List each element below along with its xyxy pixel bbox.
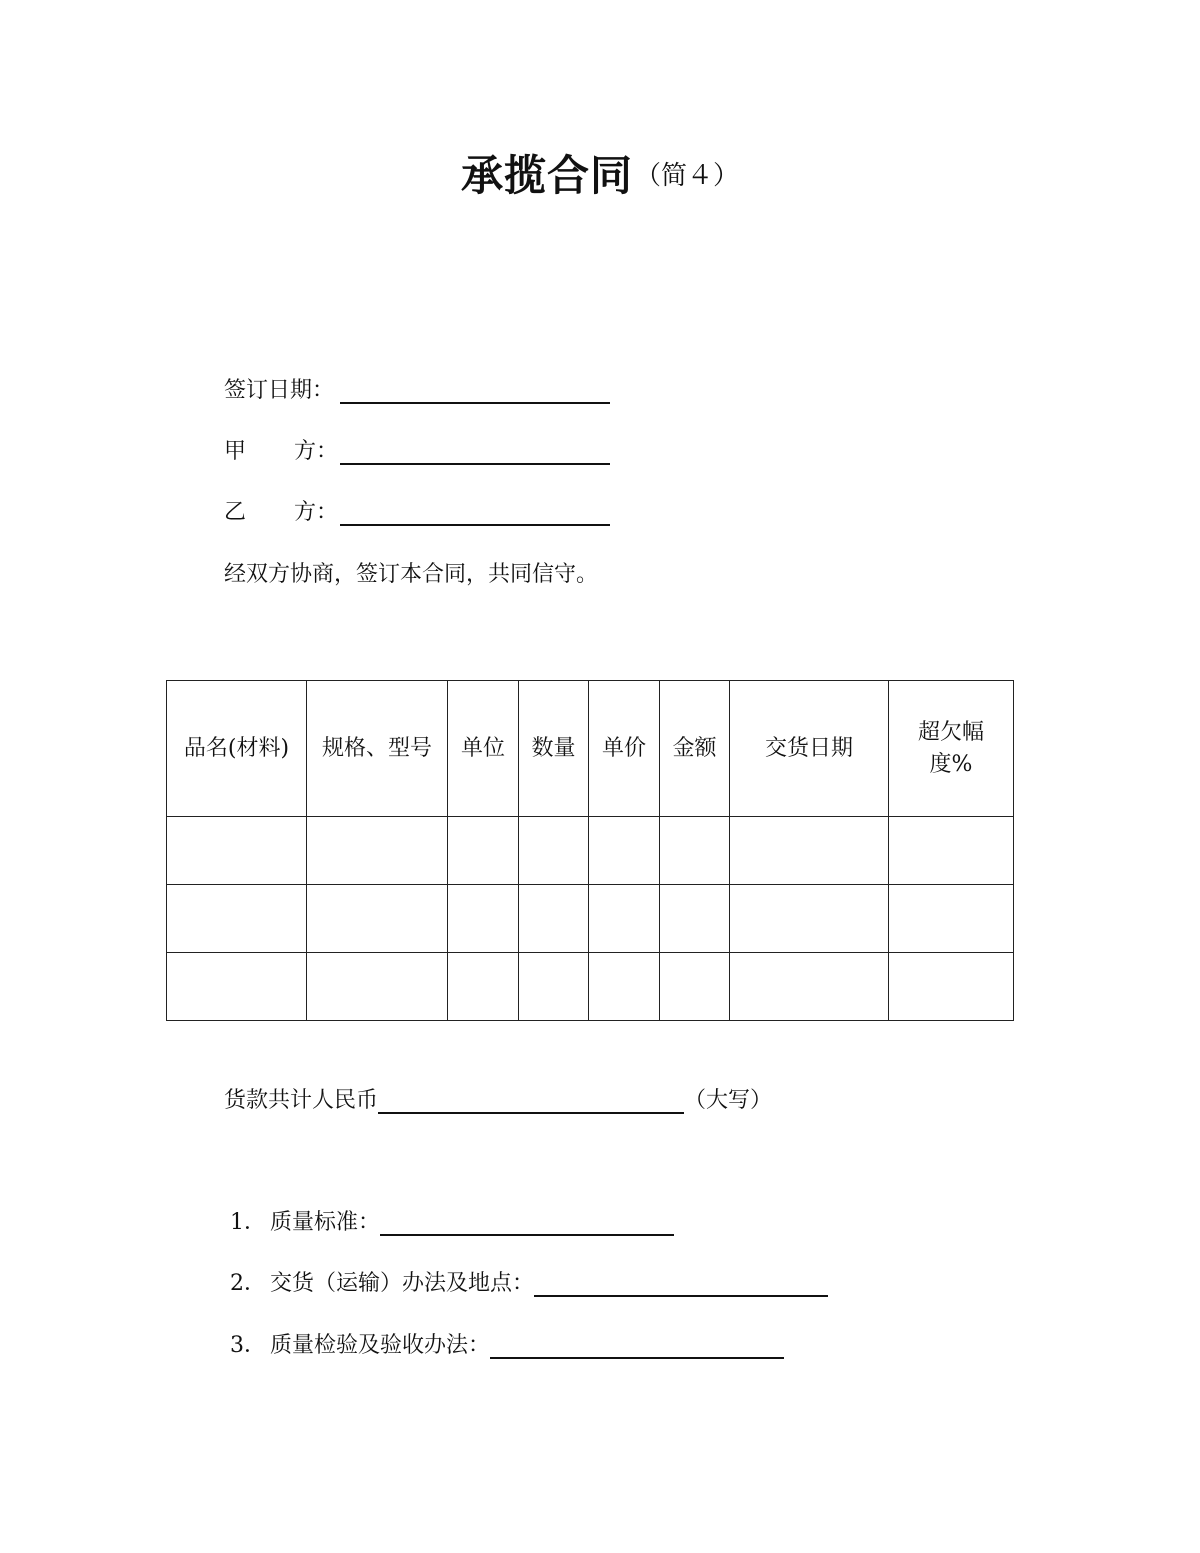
party-a-label-char: 甲 [224, 439, 247, 464]
clause-1-field[interactable] [380, 1210, 674, 1236]
document-title [0, 143, 1200, 203]
party-a-label-tail: 方： [294, 439, 339, 464]
table-cell[interactable] [307, 953, 448, 1021]
table-header-row [167, 681, 1014, 817]
table-cell[interactable] [519, 953, 589, 1021]
table-cell[interactable] [589, 885, 660, 953]
clause-1-text: 质量标准： [270, 1210, 381, 1235]
sign-date-field[interactable] [340, 378, 610, 404]
header-unit-price: 单价 [589, 681, 660, 817]
party-a-line [224, 437, 610, 467]
header-item-name: 品名(材料) [167, 681, 307, 817]
party-b-label [224, 498, 340, 528]
table-cell[interactable] [519, 885, 589, 953]
header-tolerance-line2: 度% [929, 751, 973, 777]
clause-2 [224, 1269, 828, 1299]
title-suffix: （简４） [635, 160, 740, 191]
title-main: 承揽合同 [460, 151, 633, 200]
party-b-field[interactable] [340, 500, 610, 526]
sign-date-line [224, 376, 610, 406]
goods-table [166, 680, 1014, 1021]
table-row [167, 817, 1014, 885]
clause-1-number: 1． [230, 1210, 266, 1235]
table-cell[interactable] [167, 885, 307, 953]
table-row [167, 885, 1014, 953]
party-b-label-tail: 方： [294, 500, 339, 525]
table-cell[interactable] [167, 817, 307, 885]
header-amount: 金额 [660, 681, 730, 817]
table-cell[interactable] [889, 953, 1014, 1021]
header-delivery-date: 交货日期 [730, 681, 889, 817]
table-cell[interactable] [307, 885, 448, 953]
table-cell[interactable] [889, 885, 1014, 953]
sign-date-label: 签订日期： [224, 378, 335, 403]
header-spec-model: 规格、型号 [307, 681, 448, 817]
table-cell[interactable] [167, 953, 307, 1021]
party-a-field[interactable] [340, 439, 610, 465]
total-line [224, 1086, 772, 1116]
header-unit: 单位 [448, 681, 519, 817]
header-tolerance-line1: 超欠幅 [917, 719, 984, 745]
table-cell[interactable] [448, 953, 519, 1021]
table-cell[interactable] [589, 953, 660, 1021]
table-cell[interactable] [660, 953, 730, 1021]
header-tolerance [889, 681, 1014, 817]
party-b-label-char: 乙 [224, 500, 247, 525]
clause-3-number: 3． [230, 1333, 266, 1358]
clause-3-field[interactable] [490, 1333, 784, 1359]
clause-1 [224, 1208, 674, 1238]
table-row [167, 953, 1014, 1021]
table-cell[interactable] [730, 817, 889, 885]
table-cell[interactable] [448, 885, 519, 953]
total-label: 货款共计人民币 [224, 1088, 379, 1113]
header-quantity: 数量 [519, 681, 589, 817]
preamble: 经双方协商，签订本合同，共同信守。 [224, 562, 599, 587]
total-suffix: （大写） [684, 1088, 773, 1113]
table-cell[interactable] [889, 817, 1014, 885]
total-amount-field[interactable] [378, 1088, 684, 1114]
table-cell[interactable] [519, 817, 589, 885]
table-cell[interactable] [307, 817, 448, 885]
clause-3-text: 质量检验及验收办法： [270, 1333, 491, 1358]
clause-2-number: 2． [230, 1271, 266, 1296]
table-cell[interactable] [589, 817, 660, 885]
table-cell[interactable] [660, 817, 730, 885]
clause-2-text: 交货（运输）办法及地点： [270, 1271, 535, 1296]
table-cell[interactable] [730, 885, 889, 953]
clause-2-field[interactable] [534, 1271, 828, 1297]
clause-3 [224, 1331, 784, 1361]
table-cell[interactable] [730, 953, 889, 1021]
table-cell[interactable] [660, 885, 730, 953]
table-cell[interactable] [448, 817, 519, 885]
party-b-line [224, 498, 610, 528]
party-a-label [224, 437, 340, 467]
